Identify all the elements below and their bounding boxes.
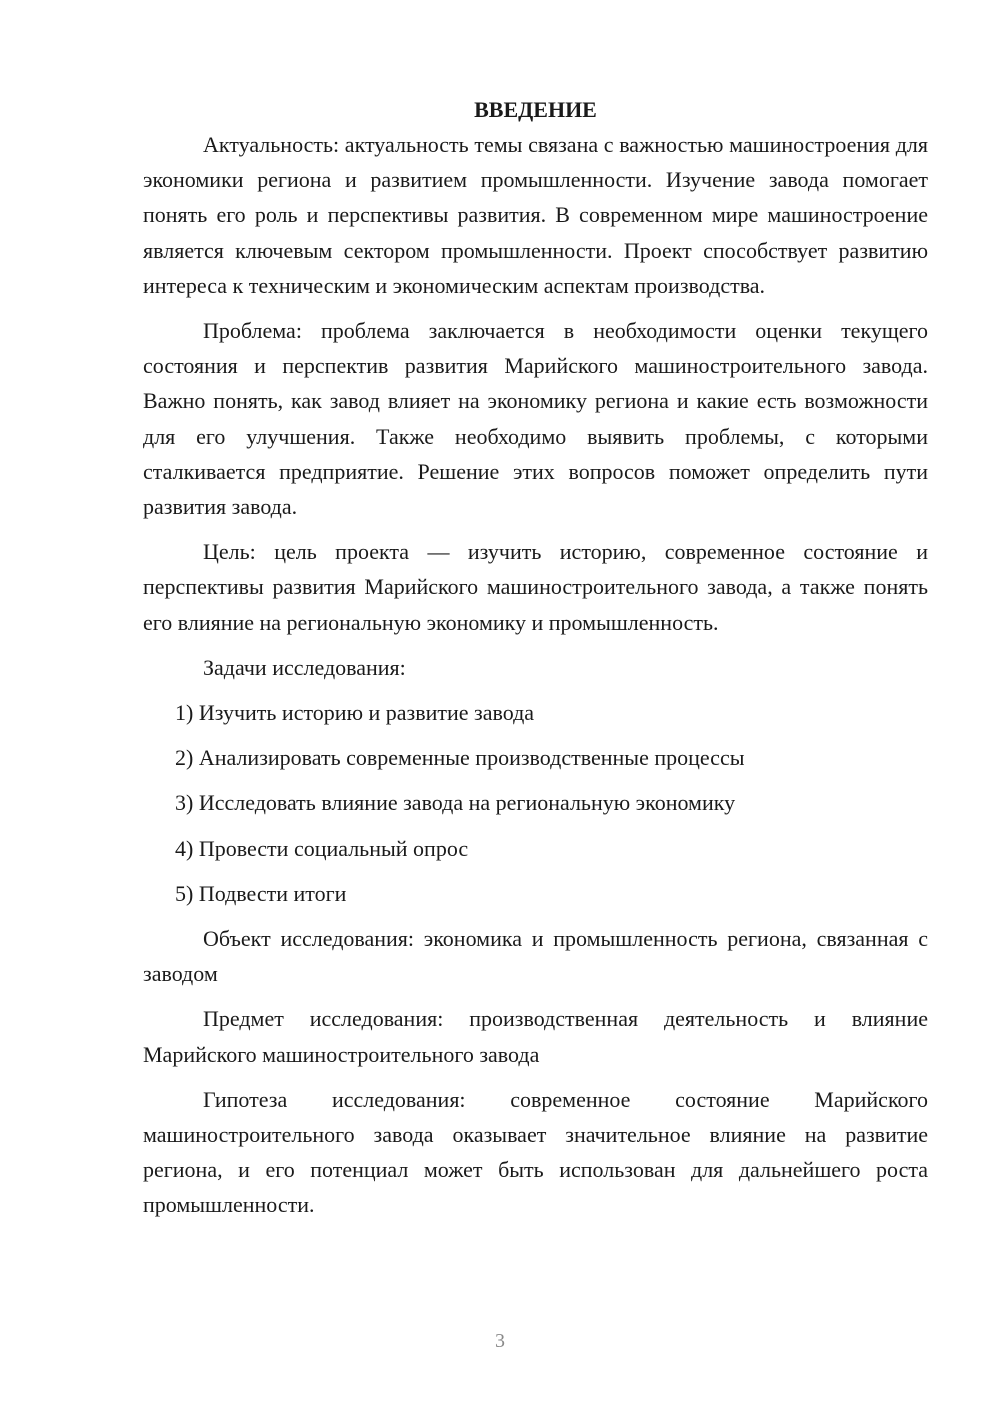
tasks-list bbox=[143, 695, 928, 911]
subject-paragraph: Предмет исследования: производственная деятельность и влияние Марийского машиностроительного завода bbox=[143, 1006, 928, 1067]
task-item-3: 3) Исследовать влияние завода на региональную экономику bbox=[175, 790, 736, 816]
relevance-paragraph: Актуальность: актуальность темы связана с важностью машиностроения для экономики региона и развитием промышленности. Изучение завода помогает понять его роль и перспективы развития. В современном мире машиностроение является ключевым сектором промышленности. Проект способствует развитию интереса к техническим и экономическим аспектам производства. bbox=[143, 132, 928, 298]
object-paragraph: Объект исследования: экономика и промышленность региона, связанная с заводом bbox=[143, 926, 928, 987]
page-title: ВВЕДЕНИЕ bbox=[474, 97, 597, 122]
problem-paragraph: Проблема: проблема заключается в необходимости оценки текущего состояния и перспектив развития Марийского машиностроительного завода. Важно понять, как завод влияет на экономику региона и какие есть возможности для его улучшения. Также необходимо выявить проблемы, с которыми сталкивается предприятие. Решение этих вопросов поможет определить пути развития завода. bbox=[143, 318, 928, 520]
task-item-2: 2) Анализировать современные производственные процессы bbox=[175, 745, 745, 771]
task-item-1: 1) Изучить историю и развитие завода bbox=[175, 700, 535, 726]
page-number: 3 bbox=[495, 1330, 505, 1352]
hypothesis-paragraph: Гипотеза исследования: современное состояние Марийского машиностроительного завода оказывает значительное влияние на развитие региона, и его потенциал может быть использован для дальнейшего роста промышленности. bbox=[143, 1086, 928, 1218]
task-item-5: 5) Подвести итоги bbox=[175, 880, 347, 906]
tasks-heading: Задачи исследования: bbox=[203, 654, 406, 680]
task-item-4: 4) Провести социальный опрос bbox=[175, 835, 469, 861]
document-page bbox=[143, 92, 928, 1233]
goal-paragraph: Цель: цель проекта — изучить историю, современное состояние и перспективы развития Марийского машиностроительного завода, а также понять его влияние на региональную экономику и промышленность. bbox=[143, 539, 928, 635]
